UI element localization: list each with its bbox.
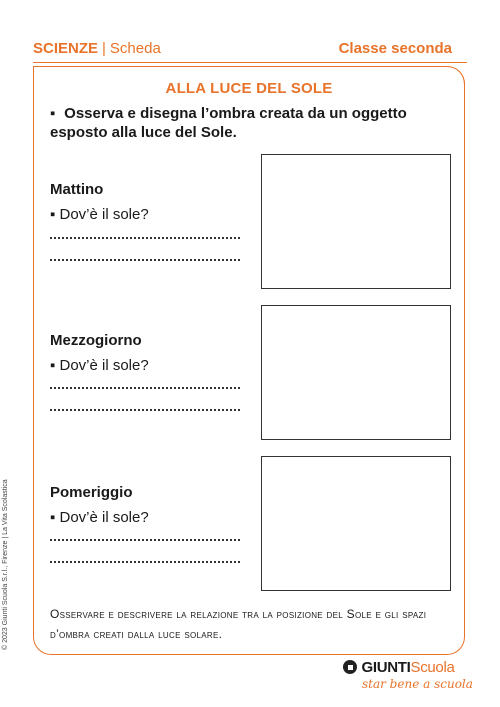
instruction bbox=[50, 104, 450, 142]
section-title-mattino: Mattino bbox=[50, 181, 104, 198]
teacher-note: Osservare e descrivere la relazione tra la posizione del Sole e gli spazi d’ombra creati dalla luce solare. bbox=[50, 607, 427, 641]
sheet-type-label: Scheda bbox=[109, 40, 161, 57]
drawing-box-pomeriggio[interactable] bbox=[261, 456, 451, 591]
grade-label: Classe seconda bbox=[338, 40, 452, 57]
answer-line-3[interactable] bbox=[50, 387, 240, 389]
drawing-box-mezzogiorno[interactable] bbox=[261, 305, 451, 440]
publisher-logo bbox=[343, 658, 455, 677]
logo-brand-scuola: Scuola bbox=[410, 659, 455, 676]
question-mezzogiorno: ▪ Dov’è il sole? bbox=[50, 357, 149, 374]
answer-line-5[interactable] bbox=[50, 539, 240, 541]
header-separator: | bbox=[102, 40, 106, 57]
logo-brand: GIUNTI bbox=[361, 659, 411, 676]
giunti-g-icon bbox=[343, 660, 357, 674]
answer-line-4[interactable] bbox=[50, 409, 240, 411]
logo-wordmark bbox=[361, 659, 454, 676]
question-mattino: ▪ Dov’è il sole? bbox=[50, 206, 149, 223]
copyright-text: © 2023 Giunti Scuola S.r.l., Firenze | La Vita Scolastica bbox=[2, 479, 9, 650]
subject-label: SCIENZE bbox=[33, 40, 99, 57]
logo-tagline: star bene a scuola bbox=[362, 677, 473, 691]
section-title-mezzogiorno: Mezzogiorno bbox=[50, 332, 142, 349]
question-pomeriggio: ▪ Dov’è il sole? bbox=[50, 509, 149, 526]
worksheet-title: ALLA LUCE DEL SOLE bbox=[165, 80, 333, 97]
answer-line-1[interactable] bbox=[50, 237, 240, 239]
answer-line-6[interactable] bbox=[50, 561, 240, 563]
drawing-box-mattino[interactable] bbox=[261, 154, 451, 289]
copyright-side bbox=[2, 470, 12, 650]
section-title-pomeriggio: Pomeriggio bbox=[50, 484, 133, 501]
instruction-bullet: ▪ bbox=[50, 105, 56, 122]
header-rule bbox=[33, 62, 467, 63]
header-left bbox=[33, 40, 161, 57]
answer-line-2[interactable] bbox=[50, 259, 240, 261]
instruction-text: Osserva e disegna l’ombra creata da un oggetto esposto alla luce del Sole. bbox=[50, 105, 407, 141]
